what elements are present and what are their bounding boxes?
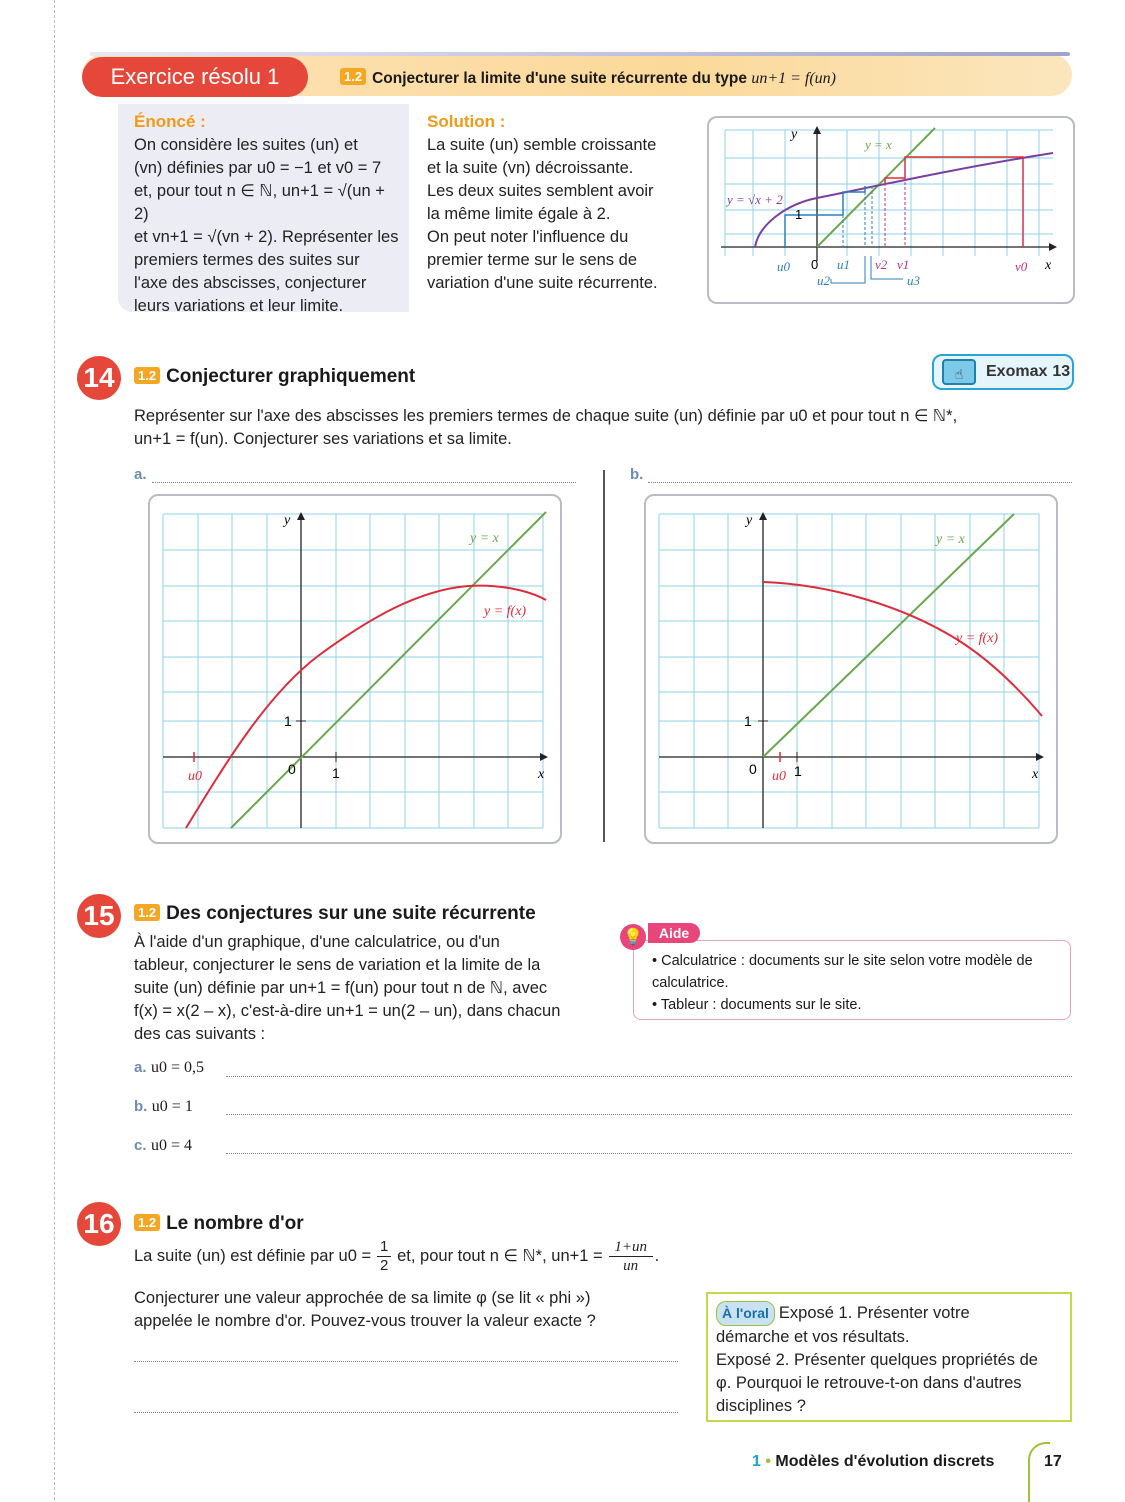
ex15-text <box>134 931 594 1046</box>
solution-line: variation d'une suite récurrente. <box>427 274 658 292</box>
hand-pointer-icon: ☝ <box>942 359 976 385</box>
case-letter: a. <box>134 1059 147 1076</box>
enonce-line: On considère les suites (un) et <box>134 136 358 154</box>
answer-line[interactable] <box>648 482 1072 483</box>
graph-b <box>644 494 1056 842</box>
solved-x-axis: x <box>1045 258 1052 273</box>
answer-line[interactable] <box>134 1412 678 1413</box>
answer-line[interactable] <box>134 1361 678 1362</box>
exomax-number: 13 <box>1052 363 1071 380</box>
graph-b-one-y: 1 <box>744 713 752 729</box>
ex15-title-text: Des conjectures sur une suite récurrente <box>166 903 536 924</box>
answer-line[interactable] <box>226 1114 1072 1115</box>
fraction-num: 1 <box>379 1238 389 1255</box>
graph-b-line-label: y = x <box>936 532 965 547</box>
graph-a-y-label: y <box>284 513 291 528</box>
graph-b-curve-label: y = f(x) <box>956 631 999 646</box>
graph-a-u0: u0 <box>188 769 202 784</box>
graph-a-curve-label: y = f(x) <box>484 604 527 619</box>
enonce-line: leurs variations et leur limite. <box>134 297 344 315</box>
oral-line: Exposé 1. Présenter votre <box>778 1304 970 1322</box>
graph-b-x-label: x <box>1032 767 1039 782</box>
case-value: u0 = 0,5 <box>150 1059 204 1076</box>
ex15-line: À l'aide d'un graphique, d'une calculatrice, ou d'un <box>134 933 500 951</box>
ex15-title <box>134 903 536 925</box>
enonce-line: et, pour tout n ∈ ℕ, un+1 = √(un + 2) <box>134 182 385 223</box>
aide-line: • Calculatrice : documents sur le site selon votre modèle de <box>652 953 1033 969</box>
answer-line[interactable] <box>226 1153 1072 1154</box>
oral-line: Exposé 2. Présenter quelques propriétés de <box>716 1351 1038 1369</box>
section-tag: 1.2 <box>134 904 160 921</box>
ex16-text <box>134 1287 694 1333</box>
oral-text <box>716 1301 1066 1418</box>
graph-a-one-y: 1 <box>284 713 292 729</box>
ex16-line: Conjecturer une valeur approchée de sa limite φ (se lit « phi ») <box>134 1289 591 1307</box>
solved-one-label: 1 <box>795 207 803 222</box>
ex15-line: tableur, conjecturer le sens de variation et la limite de la <box>134 956 541 974</box>
solved-line-label: y = x <box>865 137 892 152</box>
ex15-line: suite (un) définie par un+1 = f(un) pour tout n de ℕ, avec <box>134 979 548 997</box>
solved-y-axis: y <box>791 127 798 142</box>
ex16-title <box>134 1213 304 1235</box>
section-tag: 1.2 <box>340 68 366 85</box>
page-number: 17 <box>1044 1453 1062 1470</box>
solution-line: premier terme sur le sens de <box>427 251 637 269</box>
footer-divider <box>1028 1442 1050 1502</box>
label-v0: v0 <box>1015 259 1028 274</box>
label-u3: u3 <box>907 273 920 288</box>
case-a <box>134 1059 204 1077</box>
ex14-line: Représenter sur l'axe des abscisses les premiers termes de chaque suite (un) définie par u0 et pour tout n ∈ ℕ*, <box>134 407 958 425</box>
ex16-line1: La suite (un) est définie par u0 = 1 2 et, pour tout n ∈ ℕ*, un+1 = 1+un un . <box>134 1238 660 1274</box>
graph-b-one-x: 1 <box>794 763 802 779</box>
graph-a-one-x: 1 <box>332 765 340 781</box>
graph-b-y-label: y <box>746 513 753 528</box>
fraction-den: 2 <box>379 1257 389 1274</box>
margin-line <box>54 0 55 1500</box>
fraction-num: 1+un <box>614 1239 647 1255</box>
solved-title-formula: un+1 = f(un) <box>751 70 837 87</box>
case-value: u0 = 1 <box>151 1098 193 1115</box>
fraction-half <box>377 1238 391 1275</box>
oral-badge: À l'oral <box>716 1301 775 1326</box>
fraction-den: un <box>623 1258 639 1274</box>
aide-text <box>652 950 1062 1016</box>
ex15-line: f(x) = x(2 – x), c'est-à-dire un+1 = un(2 – un), dans chacun <box>134 1002 561 1020</box>
graph-a-zero: 0 <box>288 761 296 777</box>
graph-a-x-label: x <box>538 767 545 782</box>
solved-title-text: Conjecturer la limite d'une suite récurrente du type <box>372 70 747 87</box>
solution-line: et la suite (vn) décroissante. <box>427 159 634 177</box>
aide-line: calculatrice. <box>652 975 729 991</box>
lightbulb-icon: 💡 <box>620 924 646 950</box>
enonce-line: l'axe des abscisses, conjecturer <box>134 274 367 292</box>
solved-header-accent <box>90 52 1070 56</box>
oral-line: disciplines ? <box>716 1397 806 1415</box>
ex16-text-b: et, pour tout n ∈ ℕ*, un+1 = <box>397 1247 603 1265</box>
solved-zero-label: 0 <box>811 257 819 272</box>
fraction-phi <box>609 1238 653 1275</box>
ex15-line: des cas suivants : <box>134 1025 266 1043</box>
enonce-line: premiers termes des suites sur <box>134 251 360 269</box>
enonce-label: Énoncé : <box>134 112 206 131</box>
exomax-label: Exomax <box>986 363 1048 380</box>
case-letter: b. <box>134 1098 148 1115</box>
case-letter: c. <box>134 1137 147 1154</box>
enonce-line: et vn+1 = √(vn + 2). Représenter les <box>134 228 399 246</box>
enonce-text <box>134 134 404 318</box>
ex14-title-text: Conjecturer graphiquement <box>166 366 416 387</box>
aide-label-text: Aide <box>658 925 690 941</box>
oral-line: φ. Pourquoi le retrouve-t-on dans d'autres <box>716 1374 1022 1392</box>
solution-line: la même limite égale à 2. <box>427 205 611 223</box>
section-tag: 1.2 <box>134 1214 160 1231</box>
chapter-title: Modèles d'évolution discrets <box>775 1453 995 1470</box>
exercise-number-16: 16 <box>77 1202 121 1246</box>
solution-line: On peut noter l'influence du <box>427 228 629 246</box>
exercise-number-14: 14 <box>77 356 121 400</box>
graph-a <box>148 494 560 842</box>
solved-title <box>340 68 836 88</box>
solution-label: Solution : <box>427 112 506 131</box>
case-b <box>134 1098 193 1116</box>
aide-line: • Tableur : documents sur le site. <box>652 997 862 1013</box>
label-v2: v2 <box>875 257 888 272</box>
exomax-button[interactable] <box>932 354 1074 390</box>
ex16-title-text: Le nombre d'or <box>166 1213 304 1234</box>
ex14-b-label: b. <box>630 466 644 483</box>
solution-text <box>427 134 697 295</box>
answer-line[interactable] <box>226 1076 1072 1077</box>
aide-label <box>648 923 700 943</box>
label-u1: u1 <box>837 257 850 272</box>
graph-b-zero: 0 <box>749 761 757 777</box>
solved-graph <box>707 116 1073 302</box>
label-u0: u0 <box>777 259 790 274</box>
chapter-number: 1 <box>752 1453 761 1470</box>
solved-banner-text: Exercice résolu 1 <box>110 64 280 89</box>
label-u2: u2 <box>817 273 830 288</box>
graph-b-u0: u0 <box>772 769 786 784</box>
solved-banner <box>82 57 308 97</box>
answer-line[interactable] <box>152 482 576 483</box>
case-value: u0 = 4 <box>150 1137 192 1154</box>
solved-curve-label: y = √x + 2 <box>727 192 783 207</box>
footer-chapter: 1 • Modèles d'évolution discrets <box>752 1453 995 1470</box>
label-v1: v1 <box>897 257 910 272</box>
oral-line: démarche et vos résultats. <box>716 1328 910 1346</box>
ex16-text-a: La suite (un) est définie par u0 = <box>134 1247 372 1265</box>
exercise-number-15: 15 <box>77 894 121 938</box>
ex14-line: un+1 = f(un). Conjecturer ses variations et sa limite. <box>134 430 512 448</box>
ex16-line: appelée le nombre d'or. Pouvez-vous trouver la valeur exacte ? <box>134 1312 596 1330</box>
ex14-title <box>134 366 415 388</box>
solution-line: Les deux suites semblent avoir <box>427 182 654 200</box>
enonce-line: (vn) définies par u0 = −1 et v0 = 7 <box>134 159 382 177</box>
ex14-a-label: a. <box>134 466 147 483</box>
solution-line: La suite (un) semble croissante <box>427 136 657 154</box>
graph-a-line-label: y = x <box>470 531 499 546</box>
case-c <box>134 1137 192 1155</box>
column-divider <box>603 470 605 842</box>
section-tag: 1.2 <box>134 367 160 384</box>
ex14-text <box>134 405 1094 451</box>
